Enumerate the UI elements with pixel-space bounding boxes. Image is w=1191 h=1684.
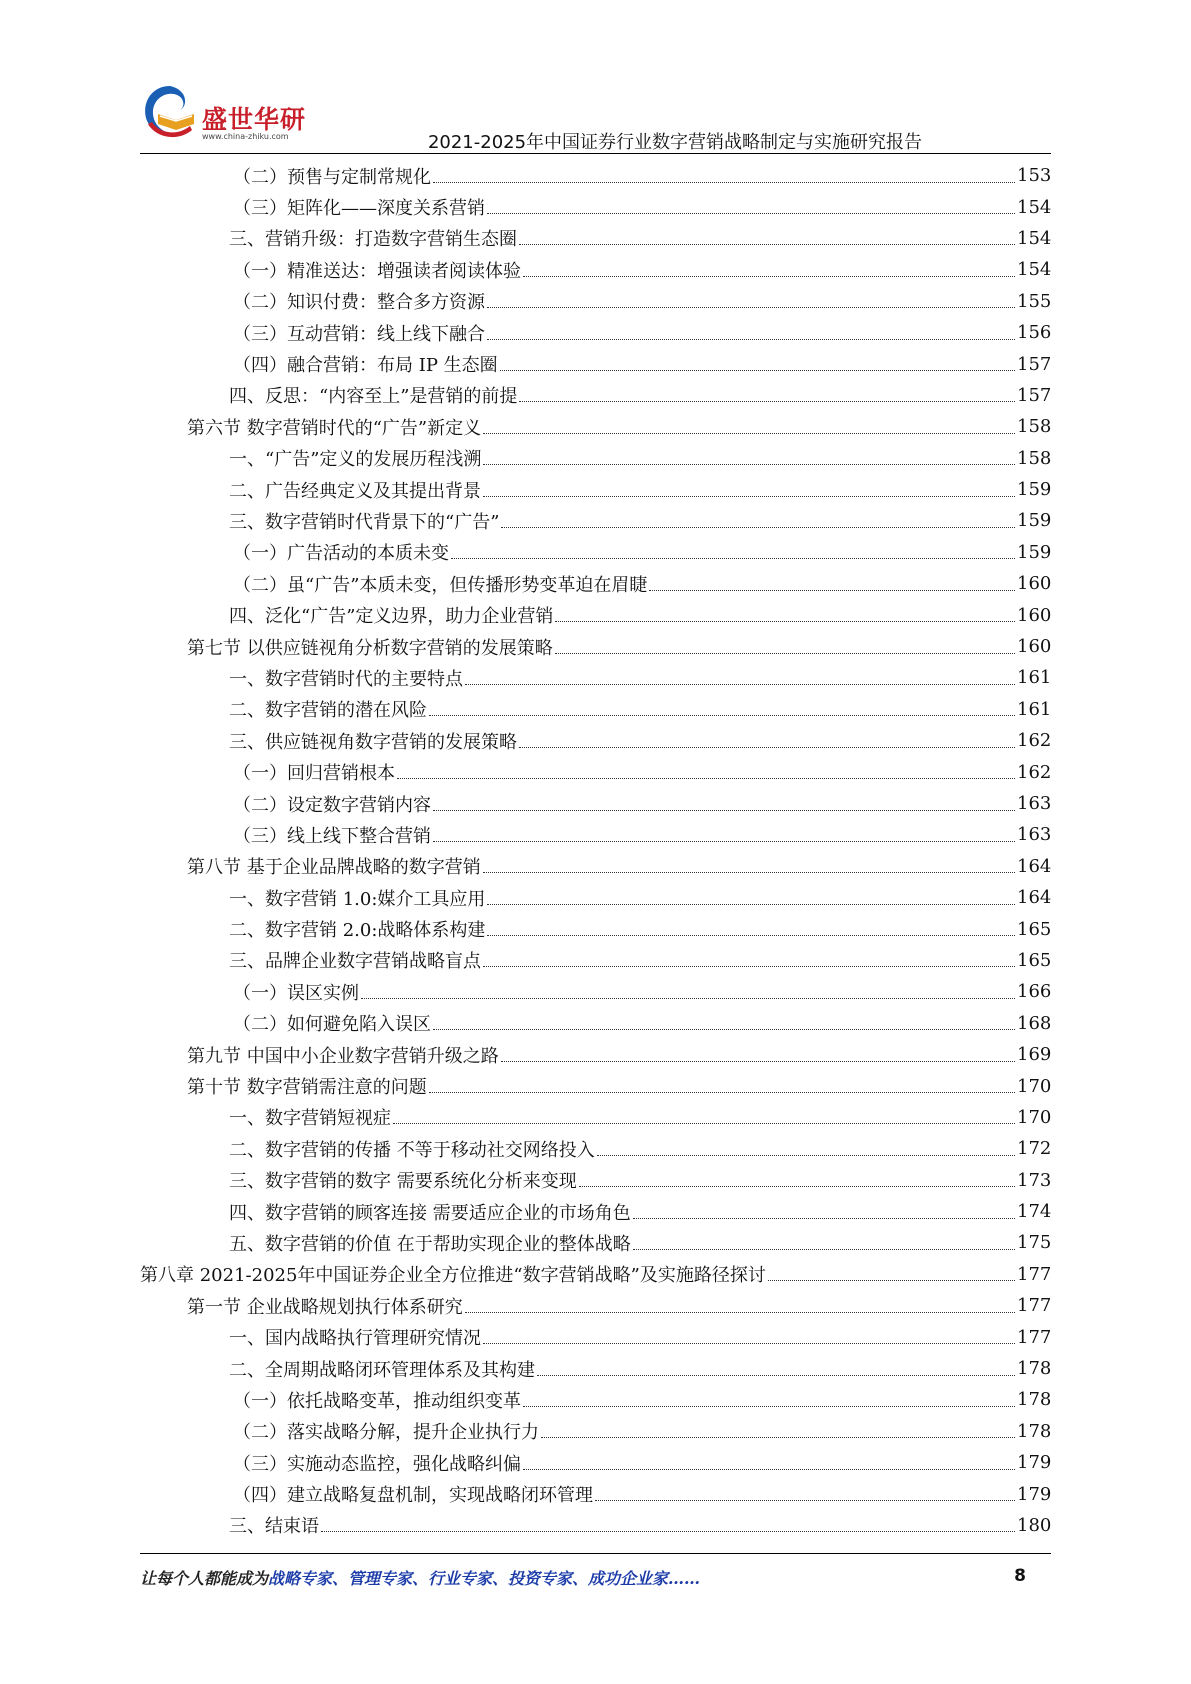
toc-entry[interactable] xyxy=(140,756,1051,787)
toc-entry[interactable] xyxy=(140,1008,1051,1039)
toc-entry[interactable] xyxy=(140,694,1051,725)
toc-entry[interactable] xyxy=(140,160,1051,191)
toc-entry[interactable] xyxy=(140,1384,1051,1415)
toc-entry[interactable] xyxy=(140,191,1051,222)
toc-entry-label: 四、泛化“广告”定义边界，助力企业营销 xyxy=(229,606,554,628)
toc-dot-leader xyxy=(597,1154,1015,1156)
toc-entry-label: （四）建立战略复盘机制，实现战略闭环管理 xyxy=(233,1485,593,1507)
toc-entry-page: 161 xyxy=(1017,667,1052,689)
toc-entry[interactable] xyxy=(140,348,1051,379)
toc-entry[interactable] xyxy=(140,223,1051,254)
toc-entry[interactable] xyxy=(140,411,1051,442)
toc-entry[interactable] xyxy=(140,1447,1051,1478)
toc-dot-leader xyxy=(487,934,1015,936)
toc-entry-label: 三、供应链视角数字营销的发展策略 xyxy=(229,731,517,753)
toc-entry-page: 159 xyxy=(1017,479,1052,501)
report-title: 2021-2025年中国证券行业数字营销战略制定与实施研究报告 xyxy=(427,132,923,153)
toc-dot-leader xyxy=(483,871,1015,873)
toc-dot-leader xyxy=(429,1091,1015,1093)
toc-entry-label: （一）误区实例 xyxy=(233,982,359,1004)
toc-dot-leader xyxy=(519,400,1015,402)
toc-dot-leader xyxy=(768,1279,1015,1281)
toc-entry[interactable] xyxy=(140,537,1051,568)
toc-dot-leader xyxy=(361,997,1015,999)
toc-entry-page: 178 xyxy=(1017,1420,1052,1442)
toc-entry-label: （二）落实战略分解，提升企业执行力 xyxy=(233,1422,539,1444)
toc-entry-label: （一）回归营销根本 xyxy=(233,763,395,785)
toc-entry-page: 178 xyxy=(1017,1358,1052,1380)
toc-entry-page: 177 xyxy=(1017,1326,1052,1348)
toc-entry-label: （二）如何避免陷入误区 xyxy=(233,1014,431,1036)
toc-entry[interactable] xyxy=(140,1133,1051,1164)
toc-dot-leader xyxy=(633,1217,1015,1219)
toc-entry[interactable] xyxy=(140,599,1051,630)
toc-entry-page: 162 xyxy=(1017,730,1052,752)
footer xyxy=(140,1566,1051,1596)
toc-entry-label: （一）广告活动的本质未变 xyxy=(233,543,449,565)
toc-dot-leader xyxy=(483,432,1015,434)
toc-entry-label: （一）精准送达：增强读者阅读体验 xyxy=(233,260,521,282)
toc-entry-page: 166 xyxy=(1017,981,1052,1003)
toc-dot-leader xyxy=(523,1405,1015,1407)
toc-entry[interactable] xyxy=(140,725,1051,756)
toc-entry-label: 三、数字营销时代背景下的“广告” xyxy=(229,511,500,533)
toc-entry-page: 160 xyxy=(1017,573,1052,595)
toc-entry[interactable] xyxy=(140,1353,1051,1384)
footer-divider xyxy=(140,1553,1051,1554)
toc-entry-label: （二）设定数字营销内容 xyxy=(233,794,431,816)
toc-entry[interactable] xyxy=(140,317,1051,348)
toc-dot-leader xyxy=(487,903,1015,905)
toc-entry[interactable] xyxy=(140,1321,1051,1352)
toc-dot-leader xyxy=(501,1060,1015,1062)
toc-entry-label: 第十节 数字营销需注意的问题 xyxy=(187,1077,427,1099)
toc-entry-page: 179 xyxy=(1017,1483,1052,1505)
toc-entry[interactable] xyxy=(140,286,1051,317)
toc-dot-leader xyxy=(579,1185,1015,1187)
toc-dot-leader xyxy=(433,840,1015,842)
toc-entry-label: （二）虽“广告”本质未变，但传播形势变革迫在眉睫 xyxy=(233,574,648,596)
toc-entry-label: （一）依托战略变革，推动组织变革 xyxy=(233,1390,521,1412)
toc-entry-page: 153 xyxy=(1017,165,1052,187)
toc-entry-label: （三）实施动态监控，强化战略纠偏 xyxy=(233,1453,521,1475)
toc-entry-page: 155 xyxy=(1017,290,1052,312)
toc-dot-leader xyxy=(633,1248,1015,1250)
toc-entry-page: 164 xyxy=(1017,887,1052,909)
toc-entry-page: 178 xyxy=(1017,1389,1052,1411)
toc-entry-label: 二、全周期战略闭环管理体系及其构建 xyxy=(229,1359,535,1381)
toc-entry[interactable] xyxy=(140,1510,1051,1541)
toc-dot-leader xyxy=(649,589,1015,591)
toc-dot-leader xyxy=(555,620,1015,622)
toc-entry-page: 170 xyxy=(1017,1106,1052,1128)
toc-entry[interactable] xyxy=(140,631,1051,662)
toc-entry-page: 154 xyxy=(1017,227,1052,249)
toc-entry[interactable] xyxy=(140,568,1051,599)
toc-entry-page: 165 xyxy=(1017,949,1052,971)
page-number: 8 xyxy=(1014,1566,1026,1586)
toc-entry-label: 二、数字营销的传播 不等于移动社交网络投入 xyxy=(229,1139,595,1161)
toc-entry[interactable] xyxy=(140,254,1051,285)
toc-dot-leader xyxy=(465,1311,1015,1313)
toc-entry[interactable] xyxy=(140,976,1051,1007)
toc-entry-page: 160 xyxy=(1017,636,1052,658)
toc-entry-page: 168 xyxy=(1017,1012,1052,1034)
toc-entry[interactable] xyxy=(140,788,1051,819)
toc-entry-page: 179 xyxy=(1017,1452,1052,1474)
toc-entry-page: 154 xyxy=(1017,259,1052,281)
toc-entry[interactable] xyxy=(140,1416,1051,1447)
toc-entry[interactable] xyxy=(140,882,1051,913)
toc-entry[interactable] xyxy=(140,819,1051,850)
toc-entry[interactable] xyxy=(140,1039,1051,1070)
toc-entry-page: 158 xyxy=(1017,447,1052,469)
toc-entry-page: 161 xyxy=(1017,698,1052,720)
toc-dot-leader xyxy=(519,243,1015,245)
toc-dot-leader xyxy=(500,369,1015,371)
toc-dot-leader xyxy=(433,809,1015,811)
toc-entry-label: 三、品牌企业数字营销战略盲点 xyxy=(229,951,481,973)
toc-entry-label: 二、广告经典定义及其提出背景 xyxy=(229,480,481,502)
toc-entry-label: （二）预售与定制常规化 xyxy=(233,166,431,188)
toc-entry[interactable] xyxy=(140,913,1051,944)
toc-entry[interactable] xyxy=(140,851,1051,882)
toc-entry-page: 162 xyxy=(1017,761,1052,783)
logo-url: www.china-zhiku.com xyxy=(202,132,289,141)
logo-swoosh-icon xyxy=(140,80,200,142)
toc-entry-page: 174 xyxy=(1017,1201,1052,1223)
toc-entry-label: 第八章 2021-2025年中国证券企业全方位推进“数字营销战略”及实施路径探讨 xyxy=(140,1265,766,1287)
toc-dot-leader xyxy=(397,777,1015,779)
toc-entry-page: 169 xyxy=(1017,1044,1052,1066)
toc-entry[interactable] xyxy=(140,1259,1051,1290)
toc-entry[interactable] xyxy=(140,1102,1051,1133)
toc-entry-label: 第一节 企业战略规划执行体系研究 xyxy=(187,1296,463,1318)
toc-entry-label: 一、数字营销短视症 xyxy=(229,1108,391,1130)
toc-dot-leader xyxy=(555,652,1015,654)
toc-dot-leader xyxy=(393,1122,1015,1124)
toc-dot-leader xyxy=(483,965,1015,967)
toc-entry-label: 一、“广告”定义的发展历程浅溯 xyxy=(229,449,482,471)
toc-entry-label: 一、数字营销时代的主要特点 xyxy=(229,668,463,690)
toc-entry[interactable] xyxy=(140,1227,1051,1258)
toc-entry[interactable] xyxy=(140,1165,1051,1196)
toc-entry-page: 173 xyxy=(1017,1169,1052,1191)
toc-entry-page: 164 xyxy=(1017,855,1052,877)
toc-entry-page: 156 xyxy=(1017,322,1052,344)
toc-entry-label: 第六节 数字营销时代的“广告”新定义 xyxy=(187,417,482,439)
toc-dot-leader xyxy=(541,1436,1015,1438)
toc-dot-leader xyxy=(523,275,1015,277)
footer-slogan-highlight: 战略专家、管理专家、行业专家、投资专家、成功企业家…… xyxy=(268,1569,701,1588)
toc-entry[interactable] xyxy=(140,1478,1051,1509)
toc-dot-leader xyxy=(595,1499,1015,1501)
toc-entry-page: 177 xyxy=(1017,1263,1052,1285)
toc-dot-leader xyxy=(483,495,1015,497)
toc-entry-label: 三、数字营销的数字 需要系统化分析来变现 xyxy=(229,1171,577,1193)
toc-dot-leader xyxy=(433,181,1015,183)
toc-entry-label: （三）互动营销：线上线下融合 xyxy=(233,323,485,345)
toc-entry-label: 二、数字营销的潜在风险 xyxy=(229,700,427,722)
toc-entry-page: 158 xyxy=(1017,416,1052,438)
toc-entry-label: 一、国内战略执行管理研究情况 xyxy=(229,1328,481,1350)
toc-dot-leader xyxy=(523,1468,1015,1470)
toc-dot-leader xyxy=(429,714,1015,716)
toc-entry-page: 177 xyxy=(1017,1295,1052,1317)
toc-entry[interactable] xyxy=(140,505,1051,536)
header-divider xyxy=(140,153,1051,154)
toc-entry-page: 175 xyxy=(1017,1232,1052,1254)
toc-entry-page: 154 xyxy=(1017,196,1052,218)
toc-entry-label: 三、营销升级：打造数字营销生态圈 xyxy=(229,229,517,251)
toc-entry-label: 二、数字营销 2.0:战略体系构建 xyxy=(229,920,486,942)
toc-entry[interactable] xyxy=(140,474,1051,505)
toc-dot-leader xyxy=(465,683,1015,685)
toc-dot-leader xyxy=(537,1374,1015,1376)
toc-dot-leader xyxy=(433,1028,1015,1030)
toc-entry-label: （二）知识付费：整合多方资源 xyxy=(233,292,485,314)
toc-entry-page: 163 xyxy=(1017,793,1052,814)
toc-entry-label: 第七节 以供应链视角分析数字营销的发展策略 xyxy=(187,637,553,659)
footer-slogan-prefix: 让每个人都能成为 xyxy=(140,1569,269,1588)
toc-entry-page: 165 xyxy=(1017,918,1052,940)
toc-entry[interactable] xyxy=(140,945,1051,976)
toc-entry-page: 159 xyxy=(1017,510,1052,532)
toc-entry-label: 第九节 中国中小企业数字营销升级之路 xyxy=(187,1045,499,1067)
logo-name: 盛世华研 xyxy=(202,105,307,134)
toc-dot-leader xyxy=(501,526,1015,528)
toc-dot-leader xyxy=(519,746,1015,748)
toc-entry-label: 五、数字营销的价值 在于帮助实现企业的整体战略 xyxy=(229,1233,631,1255)
toc-entry[interactable] xyxy=(140,443,1051,474)
toc-entry-page: 170 xyxy=(1017,1075,1052,1097)
company-logo xyxy=(140,80,310,150)
toc-dot-leader xyxy=(487,212,1015,214)
toc-dot-leader xyxy=(451,557,1015,559)
toc-entry-page: 157 xyxy=(1017,353,1052,375)
toc-entry[interactable] xyxy=(140,1196,1051,1227)
toc-entry-page: 157 xyxy=(1017,384,1052,406)
toc-entry-label: （三）矩阵化——深度关系营销 xyxy=(233,198,485,220)
toc-dot-leader xyxy=(487,338,1015,340)
toc-entry-label: 四、数字营销的顾客连接 需要适应企业的市场角色 xyxy=(229,1202,631,1224)
toc-dot-leader xyxy=(483,1342,1015,1344)
toc-entry-page: 180 xyxy=(1017,1514,1052,1536)
toc-dot-leader xyxy=(321,1530,1015,1532)
toc-entry[interactable] xyxy=(140,1290,1051,1321)
toc-entry-label: 四、反思：“内容至上”是营销的前提 xyxy=(229,386,518,408)
toc-entry-label: （三）线上线下整合营销 xyxy=(233,825,431,847)
toc-entry-page: 159 xyxy=(1017,541,1052,563)
toc-entry[interactable] xyxy=(140,662,1051,693)
table-of-contents xyxy=(140,160,1051,1541)
toc-entry-page: 160 xyxy=(1017,604,1052,626)
toc-entry-label: 一、数字营销 1.0:媒介工具应用 xyxy=(229,888,486,910)
toc-entry-label: （四）融合营销：布局 IP 生态圈 xyxy=(233,355,498,377)
toc-dot-leader xyxy=(483,463,1015,465)
toc-dot-leader xyxy=(487,306,1015,308)
toc-entry-label: 第八节 基于企业品牌战略的数字营销 xyxy=(187,857,481,879)
toc-entry[interactable] xyxy=(140,1070,1051,1101)
toc-entry-page: 163 xyxy=(1017,824,1052,846)
toc-entry[interactable] xyxy=(140,380,1051,411)
toc-entry-page: 172 xyxy=(1017,1138,1052,1160)
toc-entry-label: 三、结束语 xyxy=(229,1516,319,1538)
